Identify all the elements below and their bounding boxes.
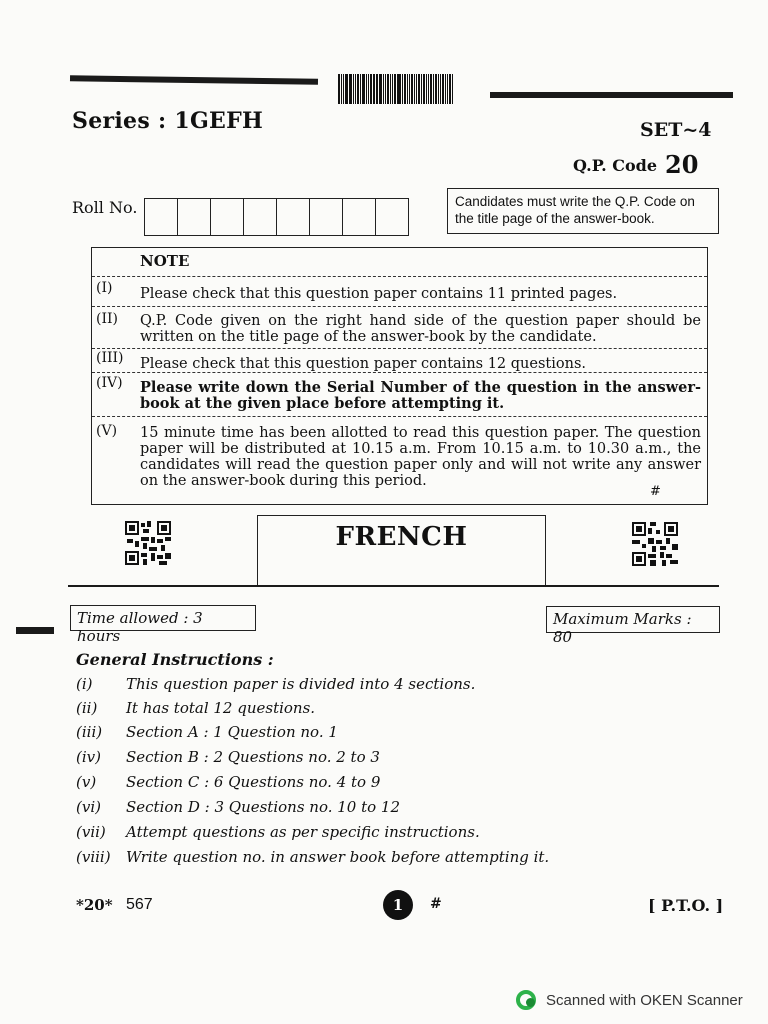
qp-code-label: Q.P. Code bbox=[573, 156, 658, 175]
barcode-stripe bbox=[435, 74, 437, 104]
barcode-stripe bbox=[345, 74, 348, 104]
set-label: SET~4 bbox=[640, 119, 712, 141]
barcode-stripe bbox=[366, 74, 367, 104]
pto-label: [ P.T.O. ] bbox=[648, 896, 724, 915]
top-rule-left bbox=[70, 75, 318, 84]
qr-code-left bbox=[125, 521, 171, 565]
roll-box[interactable] bbox=[244, 199, 277, 235]
instruction-label: (iii) bbox=[76, 723, 103, 741]
note-row bbox=[92, 306, 707, 307]
barcode-stripe bbox=[385, 74, 386, 104]
left-margin-mark bbox=[16, 627, 54, 634]
note-row bbox=[92, 372, 707, 373]
note-row bbox=[92, 348, 707, 349]
barcode-stripe bbox=[428, 74, 429, 104]
note-hash: # bbox=[650, 484, 661, 499]
barcode-stripe bbox=[392, 74, 393, 104]
instruction-text: Write question no. in answer book before attempting it. bbox=[126, 848, 550, 866]
barcode-stripe bbox=[355, 74, 356, 104]
barcode-stripe bbox=[407, 74, 408, 104]
instruction-text: Section B : 2 Questions no. 2 to 3 bbox=[126, 748, 380, 766]
top-rule-right bbox=[490, 92, 733, 98]
instruction-label: (vii) bbox=[76, 823, 106, 841]
barcode-stripe bbox=[409, 74, 410, 104]
candidate-note: Candidates must write the Q.P. Code on the title page of the answer-book. bbox=[447, 188, 719, 234]
instruction-label: (ii) bbox=[76, 699, 98, 717]
barcode-stripe bbox=[447, 74, 448, 104]
barcode-stripe bbox=[426, 74, 427, 104]
barcode-stripe bbox=[402, 74, 403, 104]
roll-box[interactable] bbox=[178, 199, 211, 235]
note-box bbox=[91, 247, 708, 505]
roll-box[interactable] bbox=[343, 199, 376, 235]
footer-hash: # bbox=[430, 896, 442, 912]
qp-code bbox=[573, 150, 698, 179]
qp-code-value: 20 bbox=[665, 150, 699, 179]
roll-box[interactable] bbox=[211, 199, 244, 235]
qr-code-right bbox=[632, 522, 678, 566]
barcode-stripe bbox=[449, 74, 451, 104]
note-label: (III) bbox=[96, 350, 124, 366]
barcode-stripe bbox=[374, 74, 375, 104]
note-text: Please check that this question paper contains 11 printed pages. bbox=[140, 286, 618, 302]
barcode-stripe bbox=[440, 74, 441, 104]
barcode-stripe bbox=[421, 74, 422, 104]
note-text: Q.P. Code given on the right hand side of the question paper should be written on the title page of the answer-book by the candidate. bbox=[140, 313, 701, 345]
note-text: Please check that this question paper contains 12 questions. bbox=[140, 356, 586, 372]
barcode-stripe bbox=[383, 74, 384, 104]
barcode-stripe bbox=[430, 74, 432, 104]
instruction-label: (i) bbox=[76, 675, 93, 693]
instruction-label: (iv) bbox=[76, 748, 101, 766]
barcode-stripe bbox=[368, 74, 369, 104]
roll-box[interactable] bbox=[376, 199, 408, 235]
barcode-stripe bbox=[338, 74, 340, 104]
note-title: NOTE bbox=[140, 252, 190, 270]
barcode-stripe bbox=[394, 74, 396, 104]
barcode-stripe bbox=[379, 74, 382, 104]
barcode-stripe bbox=[433, 74, 434, 104]
barcode-stripe bbox=[404, 74, 406, 104]
barcode-stripe bbox=[445, 74, 446, 104]
roll-box[interactable] bbox=[310, 199, 343, 235]
note-label: (I) bbox=[96, 280, 113, 296]
barcode-stripe bbox=[442, 74, 445, 104]
barcode-stripe bbox=[414, 74, 415, 104]
barcode-stripe bbox=[452, 74, 453, 104]
barcode-stripe bbox=[387, 74, 389, 104]
note-text: Please write down the Serial Number of the question in the answer-book at the given place before attempting it. bbox=[140, 379, 701, 412]
barcode-stripe bbox=[376, 74, 378, 104]
barcode-stripe bbox=[360, 74, 361, 104]
instruction-text: It has total 12 questions. bbox=[126, 699, 316, 717]
barcode-stripe bbox=[390, 74, 391, 104]
instruction-text: Section A : 1 Question no. 1 bbox=[126, 723, 338, 741]
barcode-stripe bbox=[350, 74, 352, 104]
barcode-stripe bbox=[373, 74, 374, 104]
scanner-text: Scanned with OKEN Scanner bbox=[546, 991, 743, 1009]
note-row bbox=[92, 416, 707, 417]
scanner-logo-icon bbox=[516, 990, 536, 1010]
barcode-stripe bbox=[349, 74, 350, 104]
note-label: (II) bbox=[96, 311, 118, 327]
barcode bbox=[338, 74, 454, 104]
note-label: (IV) bbox=[96, 375, 123, 391]
instruction-text: Section D : 3 Questions no. 10 to 12 bbox=[126, 798, 401, 816]
note-text: 15 minute time has been allotted to read this question paper. The question paper will be distributed at 10.15 a.m. From 10.15 a.m. to 10.30 a.m., the candidates will read the question paper only and will not write any answer on the answer-book during this period. bbox=[140, 425, 701, 489]
barcode-stripe bbox=[438, 74, 439, 104]
barcode-stripe bbox=[423, 74, 425, 104]
note-label: (V) bbox=[96, 423, 118, 439]
barcode-stripe bbox=[341, 74, 342, 104]
barcode-stripe bbox=[416, 74, 417, 104]
instruction-label: (viii) bbox=[76, 848, 111, 866]
barcode-stripe bbox=[418, 74, 421, 104]
roll-no-boxes[interactable] bbox=[144, 198, 409, 236]
barcode-stripe bbox=[353, 74, 354, 104]
barcode-stripe bbox=[357, 74, 359, 104]
subject-title: FRENCH bbox=[335, 522, 468, 552]
scanner-watermark bbox=[516, 990, 743, 1010]
roll-no-label: Roll No. bbox=[72, 198, 138, 217]
instruction-label: (vi) bbox=[76, 798, 101, 816]
barcode-stripe bbox=[398, 74, 401, 104]
subject-rule bbox=[68, 585, 719, 587]
page-number: 1 bbox=[383, 890, 413, 920]
general-instructions-title: General Instructions : bbox=[76, 650, 274, 669]
barcode-stripe bbox=[397, 74, 398, 104]
barcode-stripe bbox=[411, 74, 413, 104]
instruction-label: (v) bbox=[76, 773, 97, 791]
footer-number: 567 bbox=[126, 896, 153, 913]
footer-code: *20* bbox=[76, 896, 113, 914]
roll-box[interactable] bbox=[277, 199, 310, 235]
barcode-stripe bbox=[362, 74, 365, 104]
note-row bbox=[92, 276, 707, 277]
barcode-stripe bbox=[343, 74, 344, 104]
instruction-text: Section C : 6 Questions no. 4 to 9 bbox=[126, 773, 381, 791]
instruction-text: This question paper is divided into 4 sections. bbox=[126, 675, 476, 693]
series-label: Series : 1GEFH bbox=[72, 108, 264, 134]
roll-box[interactable] bbox=[145, 199, 178, 235]
barcode-stripe bbox=[370, 74, 372, 104]
time-allowed: Time allowed : 3 hours bbox=[70, 605, 256, 631]
instruction-text: Attempt questions as per specific instructions. bbox=[126, 823, 480, 841]
maximum-marks: Maximum Marks : 80 bbox=[546, 606, 720, 633]
